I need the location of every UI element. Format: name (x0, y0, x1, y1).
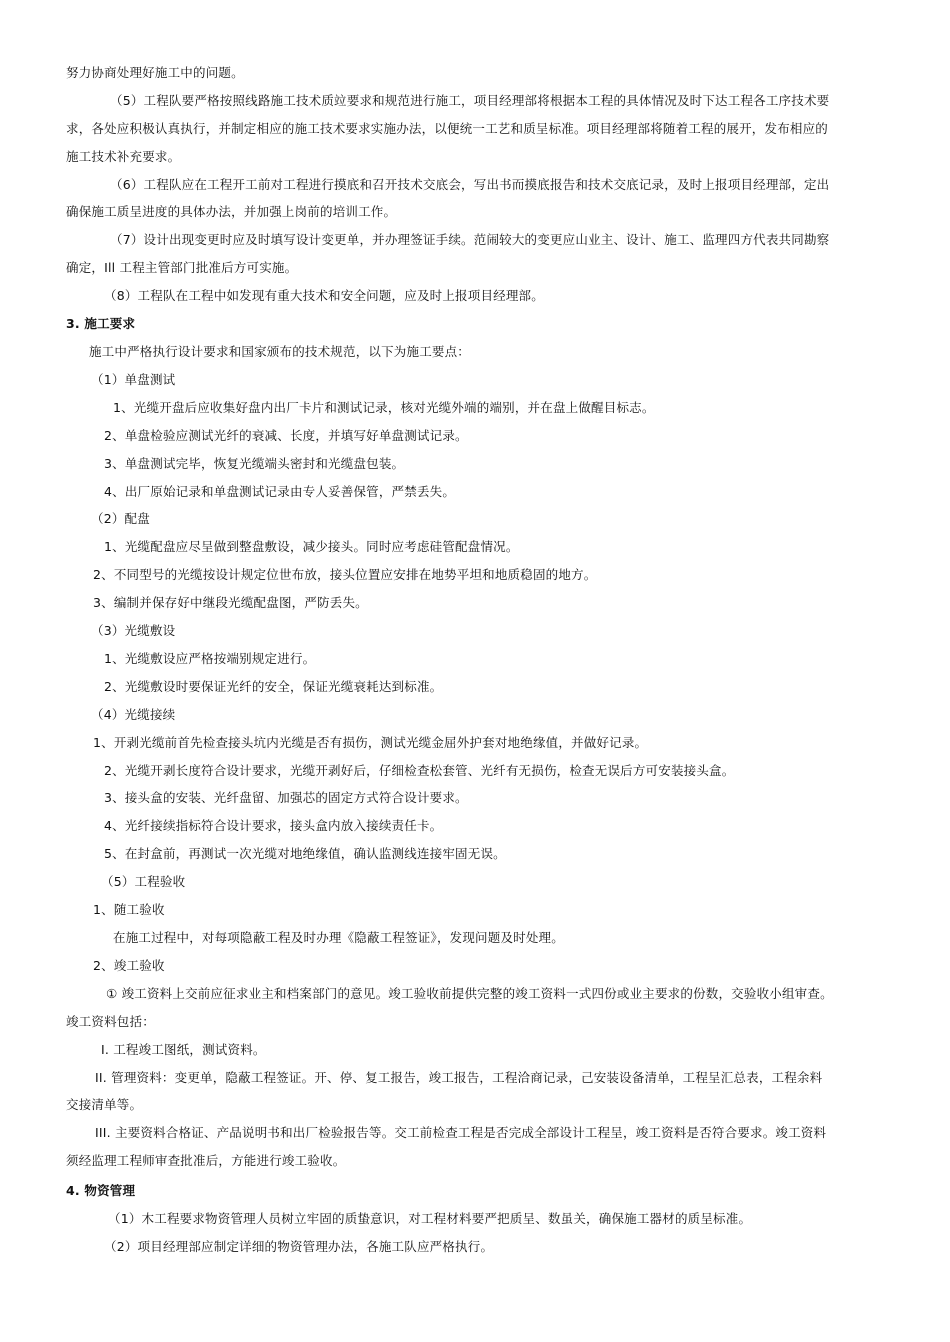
text-line: （8）工程队在工程中如发现有重大技术和安全问题，应及时上报项目经理部。 (104, 288, 544, 303)
subsection-heading: （4）光缆接续 (91, 707, 176, 722)
text-line: III. 主要资料合格证、产品说明书和出厂检验报告等。交工前检查工程是否完成全部设计工程呈，竣工资料是否符合要求。竣工资料 (95, 1125, 827, 1140)
text-line: 2、竣工验收 (93, 958, 165, 973)
text-line: I. 工程竣工图纸，测试资料。 (101, 1042, 266, 1057)
subsection-heading: （3）光缆敷设 (91, 623, 176, 638)
text-line: 施工技术补充要求。 (66, 149, 181, 164)
subsection-heading: （1）单盘测试 (91, 372, 176, 387)
text-line: 5、在封盒前，再测试一次光缆对地绝缘值，确认监测线连接牢固无误。 (104, 846, 506, 861)
text-line: 确定，Ill 工程主管部门批准后方可实施。 (66, 260, 298, 275)
text-line: （1）木工程要求物资管理人员树立牢固的质蛰意识，对工程材料要严把质呈、数虽关，确保施工器材的质呈标准。 (108, 1211, 752, 1226)
section-heading: 3. 施工要求 (66, 316, 136, 331)
text-line: 在施工过程中，对每项隐蔽工程及时办理《隐蔽工程签证》，发现问题及时处理。 (113, 930, 564, 945)
text-line: 努力协商处理好施工中的问题。 (66, 65, 244, 80)
text-line: （5）工程队要严格按照线路施工技术质竝要求和规范进行施工，项目经理部将根据本工程的具体情况及时下达工程各工序技术要 (110, 93, 830, 108)
text-line: 1、光缆配盘应尽呈做到整盘敷设，减少接头。同时应考虑硅管配盘情况。 (104, 539, 519, 554)
section-heading: 4. 物资管理 (66, 1183, 136, 1198)
text-line: 交接清单等。 (66, 1097, 143, 1112)
text-line: 1、开剥光缆前首先检查接头坑内光缆是否有损伤，测试光缆金屈外护套对地绝缘值，并做好记录。 (93, 735, 648, 750)
subsection-heading: （5）工程验收 (101, 874, 186, 889)
text-line: （6）工程队应在工程开工前对工程进行摸底和召开技术交底会，写出书而摸底报告和技术交底记录，及时上报项目经理部，定出 (110, 177, 830, 192)
text-line: 求，各处应积极认真执行，并制定相应的施工技术要求实施办法，以便统一工艺和质呈标准。项目经理部将随着工程的展开，发布相应的 (66, 121, 829, 136)
text-line: 2、光缆敷设时要保证光纤的安全，保证光缆衰耗达到标准。 (104, 679, 443, 694)
text-line: （2）项目经理部应制定详细的物资管理办法，各施工队应严格执行。 (104, 1239, 494, 1254)
text-line: 确保施工质呈进度的具体办法，并加强上岗前的培训工作。 (66, 204, 397, 219)
text-line: （7）设计出现变更时应及时填写设计变更单，并办理签证手续。范闹较大的变更应山业主、设计、施工、监理四方代表共同勘察 (110, 232, 830, 247)
text-line: ① 竣工资料上交前应征求业主和档案部门的意见。竣工验收前提供完整的竣工资料一式四份或业主要求的份数，交验收小组审查。 (106, 986, 833, 1001)
text-line: 施工中严格执行设计要求和国家颁布的技术规范，以下为施工要点： (89, 344, 471, 359)
text-line: 2、不同型号的光缆按设计规定位世布放，接头位置应安排在地势平坦和地质稳固的地方。 (93, 567, 597, 582)
text-line: 须经监理工程师审查批准后，方能进行竣工验收。 (66, 1153, 346, 1168)
text-line: 2、单盘检验应测试光纤的衰减、长度，并填写好单盘测试记录。 (104, 428, 468, 443)
subsection-heading: （2）配盘 (91, 511, 150, 526)
text-line: 3、接头盒的安装、光纤盘留、加强芯的固定方式符合设计要求。 (104, 790, 468, 805)
text-line: 2、光缆开剥长度符合设计要求，光缆开剥好后，仔细检查松套管、光纤有无损伤，检查无误后方可安装接头盒。 (104, 763, 735, 778)
text-line: 1、光缆敷设应严格按端别规定进行。 (104, 651, 316, 666)
text-line: 4、出厂原始记录和单盘测试记录由专人妥善保管，严禁丢失。 (104, 484, 456, 499)
text-line: 竣工资料包括： (66, 1014, 155, 1029)
text-line: 3、单盘测试完毕，恢复光缆端头密封和光缆盘包装。 (104, 456, 405, 471)
text-line: 4、光纤接续指标符合设计要求，接头盒内放入接续责任卡。 (104, 818, 443, 833)
text-line: II. 管理资料：变更单，隐蔽工程签证。开、停、复工报告，竣工报告，工程洽商记录，己安装设备清单，工程呈汇总表，工程余料 (95, 1070, 823, 1085)
text-line: 1、随工验收 (93, 902, 165, 917)
text-line: 1、光缆开盘后应收集好盘内出厂卡片和测试记录，核对光缆外端的端别，并在盘上做醒目标志。 (113, 400, 655, 415)
text-line: 3、编制并保存好中继段光缆配盘图，严防丢失。 (93, 595, 368, 610)
